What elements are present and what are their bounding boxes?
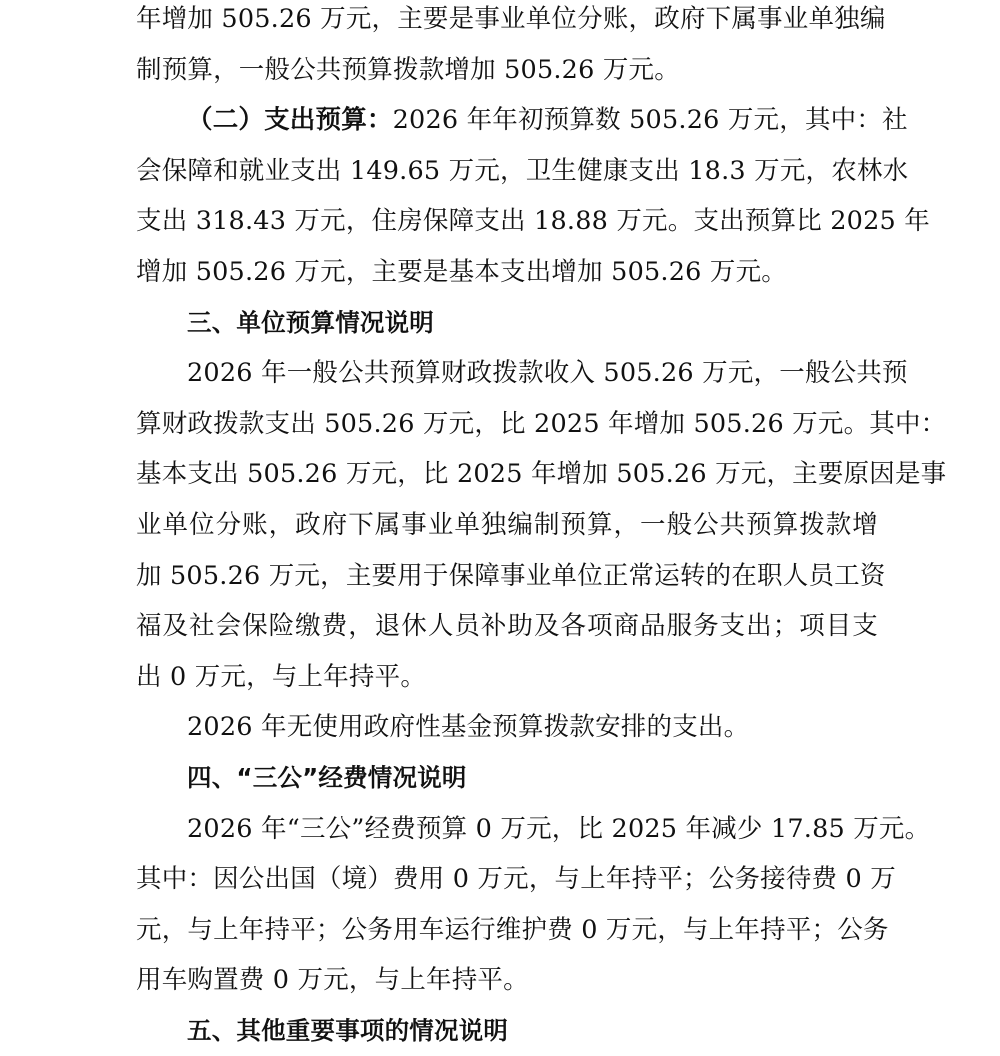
paragraph-text: 2026 年年初预算数 505.26 万元，其中：社: [392, 105, 908, 136]
paragraph-line: 2026 年“三公”经费预算 0 万元，比 2025 年减少 17.85 万元。: [187, 813, 931, 844]
paragraph-line: 元，与上年持平；公务用车运行维护费 0 万元，与上年持平；公务: [136, 914, 889, 945]
subheading-expenditure-budget: （二）支出预算：: [187, 105, 393, 136]
paragraph-line: 年增加 505.26 万元，主要是事业单位分账，政府下属事业单独编: [136, 4, 886, 34]
paragraph-line: 算财政拨款支出 505.26 万元，比 2025 年增加 505.26 万元。其中：: [136, 408, 947, 439]
paragraph-line: 福及社会保险缴费，退休人员补助及各项商品服务支出；项目支: [136, 611, 878, 642]
paragraph-line: [136, 95, 908, 146]
document-page: [136, 0, 947, 1056]
section-heading-unit-budget: 三、单位预算情况说明: [187, 307, 434, 337]
section-heading-three-public-expenses: 四、“三公”经费情况说明: [187, 762, 467, 792]
paragraph-line: 制预算，一般公共预算拨款增加 505.26 万元。: [136, 54, 680, 85]
section-heading-other-matters: 五、其他重要事项的情况说明: [187, 1015, 509, 1045]
paragraph-line: 增加 505.26 万元，主要是基本支出增加 505.26 万元。: [136, 256, 787, 287]
paragraph-line: 基本支出 505.26 万元，比 2025 年增加 505.26 万元，主要原因是事: [136, 459, 947, 490]
paragraph-line: 2026 年无使用政府性基金预算拨款安排的支出。: [187, 712, 750, 743]
paragraph-line: 用车购置费 0 万元，与上年持平。: [136, 965, 529, 996]
paragraph-line: 支出 318.43 万元，住房保障支出 18.88 万元。支出预算比 2025 年: [136, 206, 930, 237]
paragraph-line: 出 0 万元，与上年持平。: [136, 661, 427, 692]
paragraph-line: 其中：因公出国（境）费用 0 万元，与上年持平；公务接待费 0 万: [136, 864, 896, 895]
paragraph-line: 2026 年一般公共预算财政拨款收入 505.26 万元，一般公共预: [187, 358, 908, 389]
paragraph-line: 会保障和就业支出 149.65 万元，卫生健康支出 18.3 万元，农林水: [136, 155, 909, 186]
paragraph-line: 业单位分账，政府下属事业单独编制预算，一般公共预算拨款增: [136, 509, 878, 540]
paragraph-line: 加 505.26 万元，主要用于保障事业单位正常运转的在职人员工资: [136, 560, 886, 591]
